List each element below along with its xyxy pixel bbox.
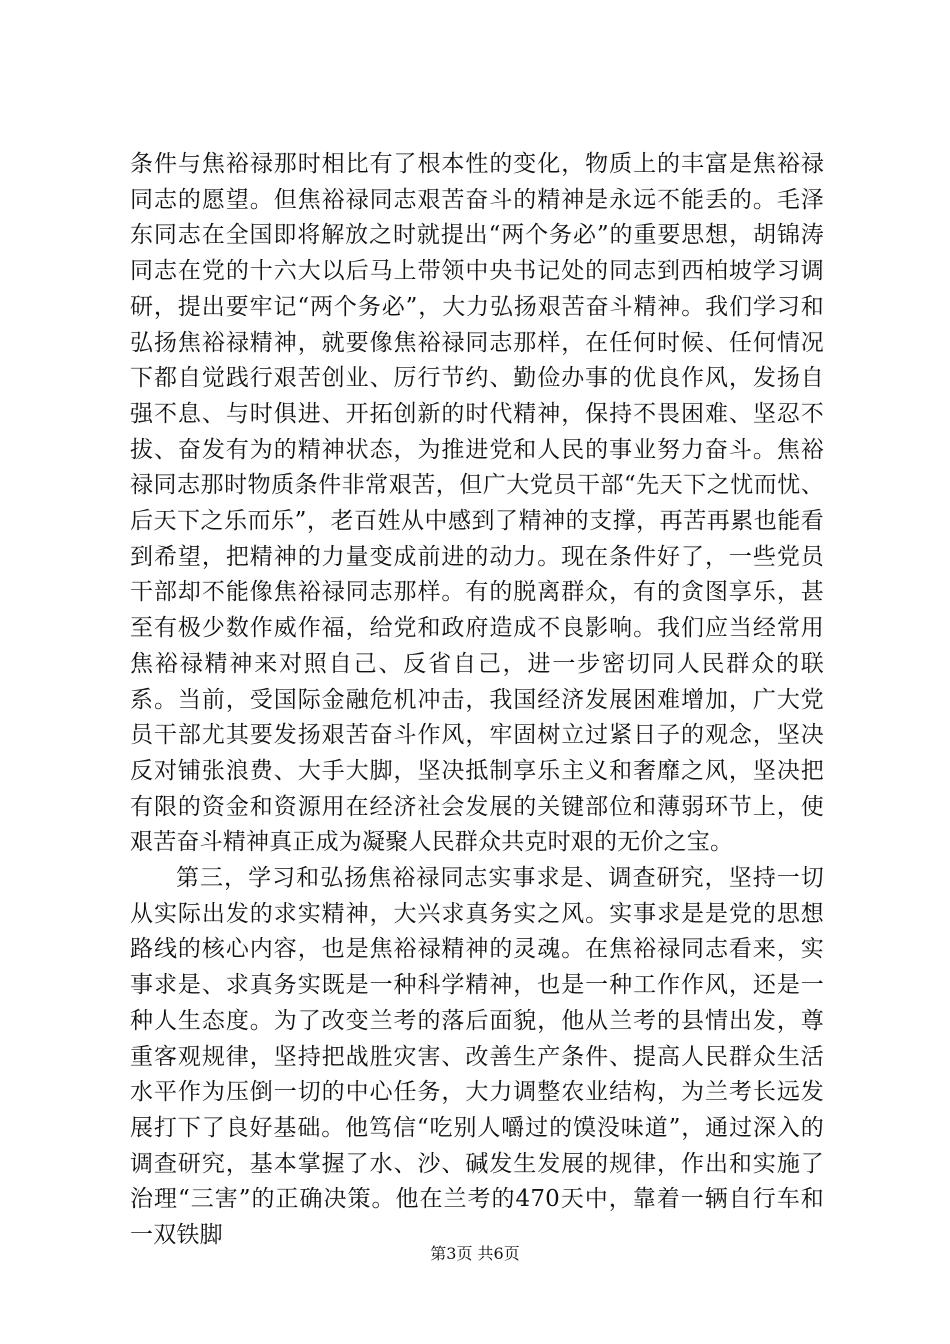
paragraph-1: 条件与焦裕禄那时相比有了根本性的变化，物质上的丰富是焦裕禄同志的愿望。但焦裕禄同志艰苦奋斗的精神是永远不能丢的。毛泽东同志在全国即将解放之时就提出“两个务必”的重要思想，胡锦涛同志在党的十六大以后马上带领中央书记处的同志到西柏坡学习调研，提出要牢记“两个务必”，大力弘扬艰苦奋斗精神。我们学习和弘扬焦裕禄精神，就要像焦裕禄同志那样，在任何时候、任何情况下都自觉践行艰苦创业、厉行节约、勤俭办事的优良作风，发扬自强不息、与时俱进、开拓创新的时代精神，保持不畏困难、坚忍不拔、奋发有为的精神状态，为推进党和人民的事业努力奋斗。焦裕禄同志那时物质条件非常艰苦，但广大党员干部“先天下之忧而忧、后天下之乐而乐”，老百姓从中感到了精神的支撑，再苦再累也能看到希望，把精神的力量变成前进的动力。现在条件好了，一些党员干部却不能像焦裕禄同志那样。有的脱离群众，有的贪图享乐，甚至有极少数作威作福，给党和政府造成不良影响。我们应当经常用焦裕禄精神来对照自己、反省自己，进一步密切同人民群众的联系。当前，受国际金融危机冲击，我国经济发展困难增加，广大党员干部尤其要发扬艰苦奋斗作风，牢固树立过紧日子的观念，坚决反对铺张浪费、大手大脚，坚决抵制享乐主义和奢靡之风，坚决把有限的资金和资源用在经济社会发展的关键部位和薄弱环节上，使艰苦奋斗精神真正成为凝聚人民群众共克时艰的无价之宝。	[130, 151, 824, 856]
page-footer: 第3页 共6页	[430, 1244, 520, 1263]
paragraph-2: 第三，学习和弘扬焦裕禄同志实事求是、调查研究，坚持一切从实际出发的求实精神，大兴求真务实之风。实事求是是党的思想路线的核心内容，也是焦裕禄精神的灵魂。在焦裕禄同志看来，实事求是、求真务实既是一种科学精神，也是一种工作作风，还是一种人生态度。为了改变兰考的落后面貌，他从兰考的县情出发，尊重客观规律，坚持把战胜灾害、改善生产条件、提高人民群众生活水平作为压倒一切的中心任务，大力调整农业结构，为兰考长远发展打下了良好基础。他笃信“吃别人嚼过的馍没味道”，通过深入的调查研究，基本掌握了水、沙、碱发生发展的规律，作出和实施了治理“三害”的正确决策。他在兰考的470天中，靠着一辆自行车和一双铁脚	[130, 865, 824, 1249]
document-body	[130, 147, 824, 1254]
